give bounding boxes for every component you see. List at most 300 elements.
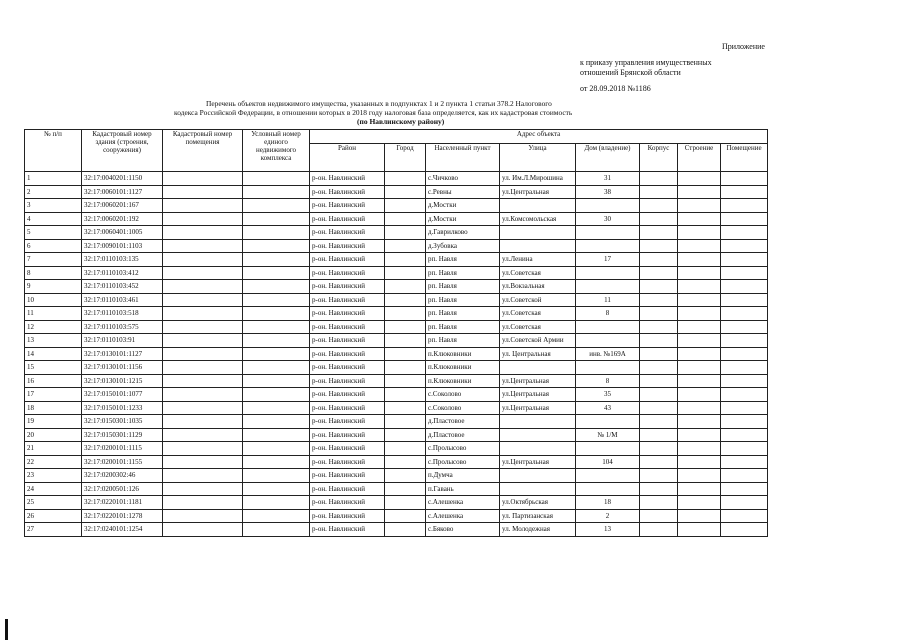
cell-settlement: с.Алешенка bbox=[426, 509, 500, 523]
cell-street: ул.Центральная bbox=[500, 185, 576, 199]
cell-row-number: 15 bbox=[25, 361, 82, 375]
cell-street: ул.Центральная bbox=[500, 374, 576, 388]
cell-conditional-number bbox=[243, 307, 310, 321]
cell-house: 35 bbox=[576, 388, 640, 402]
cell-settlement: п.Клюковники bbox=[426, 374, 500, 388]
cell-cadastral-room bbox=[163, 442, 243, 456]
cell-stroenie bbox=[678, 307, 721, 321]
cell-cadastral-room bbox=[163, 374, 243, 388]
cell-cadastral-room bbox=[163, 523, 243, 537]
cell-row-number: 26 bbox=[25, 509, 82, 523]
cell-conditional-number bbox=[243, 428, 310, 442]
cell-district: р-он. Навлинский bbox=[310, 455, 385, 469]
cell-city bbox=[385, 347, 426, 361]
cell-conditional-number bbox=[243, 415, 310, 429]
cell-korpus bbox=[640, 469, 678, 483]
cell-district: р-он. Навлинский bbox=[310, 361, 385, 375]
cell-cadastral-building: 32:17:0220101:1278 bbox=[82, 509, 163, 523]
cell-stroenie bbox=[678, 212, 721, 226]
document-title-line-2: кодекса Российской Федерации, в отношении которых в 2018 году налоговая база определяется, как их кадастровая стоимость bbox=[174, 108, 573, 117]
cell-conditional-number bbox=[243, 320, 310, 334]
cell-city bbox=[385, 496, 426, 510]
cell-row-number: 10 bbox=[25, 293, 82, 307]
cell-conditional-number bbox=[243, 482, 310, 496]
cell-korpus bbox=[640, 239, 678, 253]
cell-settlement: с.Пролысово bbox=[426, 442, 500, 456]
cell-row-number: 27 bbox=[25, 523, 82, 537]
cell-stroenie bbox=[678, 320, 721, 334]
cell-street: ул.Советская bbox=[500, 307, 576, 321]
cell-cadastral-room bbox=[163, 307, 243, 321]
cell-district: р-он. Навлинский bbox=[310, 509, 385, 523]
cell-conditional-number bbox=[243, 212, 310, 226]
cell-district: р-он. Навлинский bbox=[310, 239, 385, 253]
cell-settlement: д.Пластовое bbox=[426, 428, 500, 442]
cell-settlement: с.Бяково bbox=[426, 523, 500, 537]
cell-conditional-number bbox=[243, 239, 310, 253]
table-row bbox=[25, 415, 768, 429]
cell-settlement: д.Мостки bbox=[426, 212, 500, 226]
header-house: Дом (владение) bbox=[576, 144, 640, 172]
cell-district: р-он. Навлинский bbox=[310, 469, 385, 483]
cell-row-number: 25 bbox=[25, 496, 82, 510]
scan-edge-mark bbox=[5, 619, 8, 640]
cell-pomeshenie bbox=[721, 293, 768, 307]
cell-cadastral-room bbox=[163, 469, 243, 483]
cell-conditional-number bbox=[243, 293, 310, 307]
cell-street bbox=[500, 226, 576, 240]
table-row bbox=[25, 442, 768, 456]
cell-house bbox=[576, 415, 640, 429]
table-row bbox=[25, 253, 768, 267]
cell-street: ул.Советской bbox=[500, 293, 576, 307]
cell-pomeshenie bbox=[721, 374, 768, 388]
cell-settlement: рп. Навля bbox=[426, 293, 500, 307]
cell-korpus bbox=[640, 293, 678, 307]
cell-city bbox=[385, 320, 426, 334]
cell-settlement: рп. Навля bbox=[426, 307, 500, 321]
cell-stroenie bbox=[678, 388, 721, 402]
cell-settlement: д.Мостки bbox=[426, 199, 500, 213]
cell-korpus bbox=[640, 212, 678, 226]
order-date: от 28.09.2018 №1186 bbox=[580, 84, 651, 93]
header-stroenie: Строение bbox=[678, 144, 721, 172]
cell-city bbox=[385, 293, 426, 307]
cell-row-number: 16 bbox=[25, 374, 82, 388]
cell-settlement: с.Алешенка bbox=[426, 496, 500, 510]
table-row bbox=[25, 388, 768, 402]
cell-pomeshenie bbox=[721, 185, 768, 199]
cell-house bbox=[576, 469, 640, 483]
cell-stroenie bbox=[678, 239, 721, 253]
cell-conditional-number bbox=[243, 280, 310, 294]
cell-stroenie bbox=[678, 280, 721, 294]
cell-row-number: 17 bbox=[25, 388, 82, 402]
cell-city bbox=[385, 509, 426, 523]
cell-district: р-он. Навлинский bbox=[310, 293, 385, 307]
header-cad-building: Кадастровый номер здания (строения, сооружения) bbox=[82, 130, 163, 172]
cell-settlement: п.Клюковники bbox=[426, 347, 500, 361]
cell-city bbox=[385, 253, 426, 267]
cell-street bbox=[500, 482, 576, 496]
cell-city bbox=[385, 428, 426, 442]
cell-city bbox=[385, 415, 426, 429]
cell-house: 104 bbox=[576, 455, 640, 469]
cell-street: ул.Комсомольская bbox=[500, 212, 576, 226]
cell-cadastral-room bbox=[163, 266, 243, 280]
cell-district: р-он. Навлинский bbox=[310, 199, 385, 213]
cell-row-number: 1 bbox=[25, 172, 82, 186]
cell-street bbox=[500, 469, 576, 483]
cell-row-number: 14 bbox=[25, 347, 82, 361]
cell-cadastral-building: 32:17:0110103:461 bbox=[82, 293, 163, 307]
table-row bbox=[25, 239, 768, 253]
cell-pomeshenie bbox=[721, 199, 768, 213]
cell-row-number: 24 bbox=[25, 482, 82, 496]
cell-settlement: рп. Навля bbox=[426, 334, 500, 348]
cell-city bbox=[385, 455, 426, 469]
cell-row-number: 12 bbox=[25, 320, 82, 334]
cell-cadastral-room bbox=[163, 428, 243, 442]
cell-row-number: 6 bbox=[25, 239, 82, 253]
cell-stroenie bbox=[678, 401, 721, 415]
header-cad-room: Кадастровый номер помещения bbox=[163, 130, 243, 172]
cell-settlement: рп. Навля bbox=[426, 266, 500, 280]
cell-city bbox=[385, 388, 426, 402]
cell-conditional-number bbox=[243, 172, 310, 186]
cell-cadastral-building: 32:17:0060101:1127 bbox=[82, 185, 163, 199]
header-korpus: Корпус bbox=[640, 144, 678, 172]
cell-house: 17 bbox=[576, 253, 640, 267]
cell-conditional-number bbox=[243, 496, 310, 510]
cell-city bbox=[385, 401, 426, 415]
cell-street bbox=[500, 428, 576, 442]
cell-cadastral-building: 32:17:0110103:452 bbox=[82, 280, 163, 294]
property-table bbox=[24, 129, 768, 537]
cell-row-number: 21 bbox=[25, 442, 82, 456]
table-row bbox=[25, 334, 768, 348]
cell-stroenie bbox=[678, 496, 721, 510]
table-row bbox=[25, 185, 768, 199]
cell-district: р-он. Навлинский bbox=[310, 523, 385, 537]
cell-street: ул. Молодежная bbox=[500, 523, 576, 537]
cell-house bbox=[576, 442, 640, 456]
cell-conditional-number bbox=[243, 374, 310, 388]
cell-cadastral-building: 32:17:0130101:1156 bbox=[82, 361, 163, 375]
cell-pomeshenie bbox=[721, 347, 768, 361]
appendix-label: Приложение bbox=[722, 42, 765, 51]
cell-pomeshenie bbox=[721, 266, 768, 280]
cell-settlement: п.Гавань bbox=[426, 482, 500, 496]
cell-house bbox=[576, 320, 640, 334]
cell-city bbox=[385, 442, 426, 456]
cell-stroenie bbox=[678, 266, 721, 280]
cell-pomeshenie bbox=[721, 496, 768, 510]
order-line-2: отношений Брянской области bbox=[580, 68, 681, 77]
cell-settlement: с.Ревны bbox=[426, 185, 500, 199]
cell-city bbox=[385, 361, 426, 375]
cell-street bbox=[500, 199, 576, 213]
cell-street: ул.Советской Армии bbox=[500, 334, 576, 348]
cell-cadastral-room bbox=[163, 212, 243, 226]
cell-stroenie bbox=[678, 334, 721, 348]
cell-cadastral-room bbox=[163, 185, 243, 199]
cell-city bbox=[385, 307, 426, 321]
cell-korpus bbox=[640, 199, 678, 213]
cell-cadastral-room bbox=[163, 509, 243, 523]
cell-house: 38 bbox=[576, 185, 640, 199]
cell-street: ул. Центральная bbox=[500, 347, 576, 361]
cell-korpus bbox=[640, 523, 678, 537]
cell-stroenie bbox=[678, 293, 721, 307]
cell-cadastral-building: 32:17:0130101:1215 bbox=[82, 374, 163, 388]
cell-city bbox=[385, 199, 426, 213]
cell-house bbox=[576, 226, 640, 240]
header-street: Улица bbox=[500, 144, 576, 172]
cell-conditional-number bbox=[243, 401, 310, 415]
cell-stroenie bbox=[678, 523, 721, 537]
cell-cadastral-building: 32:17:0130101:1127 bbox=[82, 347, 163, 361]
cell-pomeshenie bbox=[721, 469, 768, 483]
cell-house bbox=[576, 361, 640, 375]
cell-settlement: рп. Навля bbox=[426, 253, 500, 267]
cell-korpus bbox=[640, 455, 678, 469]
table-row bbox=[25, 212, 768, 226]
cell-house bbox=[576, 280, 640, 294]
cell-cadastral-room bbox=[163, 388, 243, 402]
cell-house bbox=[576, 334, 640, 348]
cell-conditional-number bbox=[243, 469, 310, 483]
cell-settlement: с.Соколово bbox=[426, 388, 500, 402]
table-row bbox=[25, 293, 768, 307]
cell-cadastral-building: 32:17:0110103:518 bbox=[82, 307, 163, 321]
cell-conditional-number bbox=[243, 347, 310, 361]
cell-house: 8 bbox=[576, 374, 640, 388]
cell-stroenie bbox=[678, 482, 721, 496]
cell-house bbox=[576, 239, 640, 253]
cell-korpus bbox=[640, 428, 678, 442]
cell-district: р-он. Навлинский bbox=[310, 253, 385, 267]
table-row bbox=[25, 361, 768, 375]
cell-street: ул.Советская bbox=[500, 320, 576, 334]
cell-cadastral-room bbox=[163, 320, 243, 334]
cell-cadastral-room bbox=[163, 293, 243, 307]
cell-korpus bbox=[640, 401, 678, 415]
cell-settlement: с.Пролысово bbox=[426, 455, 500, 469]
cell-pomeshenie bbox=[721, 280, 768, 294]
cell-pomeshenie bbox=[721, 401, 768, 415]
cell-row-number: 22 bbox=[25, 455, 82, 469]
cell-house bbox=[576, 266, 640, 280]
cell-stroenie bbox=[678, 469, 721, 483]
header-settlement: Населенный пункт bbox=[426, 144, 500, 172]
cell-city bbox=[385, 469, 426, 483]
cell-cadastral-room bbox=[163, 199, 243, 213]
table-row bbox=[25, 496, 768, 510]
cell-korpus bbox=[640, 388, 678, 402]
cell-cadastral-building: 32:17:0110103:91 bbox=[82, 334, 163, 348]
cell-stroenie bbox=[678, 185, 721, 199]
cell-korpus bbox=[640, 320, 678, 334]
cell-conditional-number bbox=[243, 253, 310, 267]
cell-cadastral-room bbox=[163, 239, 243, 253]
cell-cadastral-room bbox=[163, 455, 243, 469]
table-row bbox=[25, 469, 768, 483]
cell-district: р-он. Навлинский bbox=[310, 388, 385, 402]
cell-pomeshenie bbox=[721, 428, 768, 442]
cell-conditional-number bbox=[243, 199, 310, 213]
header-address: Адрес объекта bbox=[310, 130, 768, 144]
cell-conditional-number bbox=[243, 185, 310, 199]
cell-korpus bbox=[640, 482, 678, 496]
cell-pomeshenie bbox=[721, 455, 768, 469]
cell-cadastral-building: 32:17:0150301:1035 bbox=[82, 415, 163, 429]
cell-stroenie bbox=[678, 509, 721, 523]
cell-cadastral-building: 32:17:0200101:1155 bbox=[82, 455, 163, 469]
cell-cadastral-building: 32:17:0060201:192 bbox=[82, 212, 163, 226]
cell-house bbox=[576, 199, 640, 213]
cell-stroenie bbox=[678, 361, 721, 375]
cell-house bbox=[576, 482, 640, 496]
cell-street: ул.Ленина bbox=[500, 253, 576, 267]
cell-pomeshenie bbox=[721, 415, 768, 429]
cell-pomeshenie bbox=[721, 523, 768, 537]
cell-house: № 1/М bbox=[576, 428, 640, 442]
header-num: № п/п bbox=[25, 130, 82, 172]
cell-row-number: 23 bbox=[25, 469, 82, 483]
cell-street: ул.Центральная bbox=[500, 388, 576, 402]
cell-city bbox=[385, 226, 426, 240]
cell-conditional-number bbox=[243, 523, 310, 537]
cell-conditional-number bbox=[243, 388, 310, 402]
cell-cadastral-room bbox=[163, 482, 243, 496]
cell-house: 31 bbox=[576, 172, 640, 186]
cell-cadastral-room bbox=[163, 172, 243, 186]
cell-cadastral-building: 32:17:0150101:1233 bbox=[82, 401, 163, 415]
cell-cadastral-room bbox=[163, 280, 243, 294]
cell-pomeshenie bbox=[721, 442, 768, 456]
cell-korpus bbox=[640, 226, 678, 240]
cell-street bbox=[500, 415, 576, 429]
cell-korpus bbox=[640, 172, 678, 186]
cell-stroenie bbox=[678, 226, 721, 240]
cell-settlement: д.Пластовое bbox=[426, 415, 500, 429]
table-row bbox=[25, 455, 768, 469]
cell-cadastral-room bbox=[163, 415, 243, 429]
cell-conditional-number bbox=[243, 266, 310, 280]
cell-cadastral-building: 32:17:0110103:412 bbox=[82, 266, 163, 280]
cell-district: р-он. Навлинский bbox=[310, 401, 385, 415]
cell-korpus bbox=[640, 334, 678, 348]
cell-korpus bbox=[640, 266, 678, 280]
cell-cadastral-building: 32:17:0110103:575 bbox=[82, 320, 163, 334]
cell-district: р-он. Навлинский bbox=[310, 280, 385, 294]
cell-district: р-он. Навлинский bbox=[310, 185, 385, 199]
cell-korpus bbox=[640, 347, 678, 361]
cell-conditional-number bbox=[243, 442, 310, 456]
table-row bbox=[25, 401, 768, 415]
cell-cadastral-building: 32:17:0150101:1077 bbox=[82, 388, 163, 402]
document-subtitle: (по Навлинскому району) bbox=[357, 117, 445, 126]
table-row bbox=[25, 199, 768, 213]
cell-cadastral-building: 32:17:0090101:1103 bbox=[82, 239, 163, 253]
cell-stroenie bbox=[678, 374, 721, 388]
cell-row-number: 11 bbox=[25, 307, 82, 321]
table-row bbox=[25, 347, 768, 361]
cell-row-number: 4 bbox=[25, 212, 82, 226]
cell-city bbox=[385, 266, 426, 280]
cell-cadastral-room bbox=[163, 496, 243, 510]
cell-row-number: 19 bbox=[25, 415, 82, 429]
cell-korpus bbox=[640, 280, 678, 294]
table-row bbox=[25, 226, 768, 240]
cell-street bbox=[500, 361, 576, 375]
cell-house: инв. №169А bbox=[576, 347, 640, 361]
cell-pomeshenie bbox=[721, 334, 768, 348]
cell-street: ул.Октябрьская bbox=[500, 496, 576, 510]
cell-district: р-он. Навлинский bbox=[310, 212, 385, 226]
table-row bbox=[25, 523, 768, 537]
cell-row-number: 2 bbox=[25, 185, 82, 199]
cell-row-number: 18 bbox=[25, 401, 82, 415]
cell-house: 43 bbox=[576, 401, 640, 415]
cell-stroenie bbox=[678, 442, 721, 456]
cell-house: 18 bbox=[576, 496, 640, 510]
cell-district: р-он. Навлинский bbox=[310, 334, 385, 348]
cell-row-number: 8 bbox=[25, 266, 82, 280]
header-conditional-number: Условный номер единого недвижимого комплекса bbox=[243, 130, 310, 172]
cell-cadastral-building: 32:17:0150301:1129 bbox=[82, 428, 163, 442]
cell-district: р-он. Навлинский bbox=[310, 482, 385, 496]
cell-pomeshenie bbox=[721, 172, 768, 186]
cell-house: 8 bbox=[576, 307, 640, 321]
cell-cadastral-building: 32:17:0060201:167 bbox=[82, 199, 163, 213]
cell-city bbox=[385, 172, 426, 186]
cell-district: р-он. Навлинский bbox=[310, 307, 385, 321]
cell-pomeshenie bbox=[721, 361, 768, 375]
cell-conditional-number bbox=[243, 361, 310, 375]
cell-street bbox=[500, 239, 576, 253]
cell-cadastral-building: 32:17:0200302:46 bbox=[82, 469, 163, 483]
table-row bbox=[25, 509, 768, 523]
cell-settlement: д.Зубовка bbox=[426, 239, 500, 253]
cell-korpus bbox=[640, 185, 678, 199]
cell-city bbox=[385, 212, 426, 226]
order-line-1: к приказу управления имущественных bbox=[580, 58, 712, 67]
cell-korpus bbox=[640, 374, 678, 388]
cell-district: р-он. Навлинский bbox=[310, 320, 385, 334]
cell-conditional-number bbox=[243, 455, 310, 469]
cell-stroenie bbox=[678, 455, 721, 469]
cell-pomeshenie bbox=[721, 212, 768, 226]
cell-cadastral-room bbox=[163, 401, 243, 415]
cell-district: р-он. Навлинский bbox=[310, 374, 385, 388]
table-row bbox=[25, 266, 768, 280]
cell-cadastral-building: 32:17:0040201:1150 bbox=[82, 172, 163, 186]
cell-street: ул. Им.Л.Мирошина bbox=[500, 172, 576, 186]
cell-korpus bbox=[640, 361, 678, 375]
cell-house: 11 bbox=[576, 293, 640, 307]
cell-row-number: 20 bbox=[25, 428, 82, 442]
cell-korpus bbox=[640, 415, 678, 429]
cell-row-number: 3 bbox=[25, 199, 82, 213]
cell-cadastral-building: 32:17:0060401:1005 bbox=[82, 226, 163, 240]
cell-city bbox=[385, 334, 426, 348]
document-title-line-1: Перечень объектов недвижимого имущества, указанных в подпунктах 1 и 2 пункта 1 статьи 378.2 Налогового bbox=[206, 99, 552, 108]
cell-pomeshenie bbox=[721, 239, 768, 253]
cell-stroenie bbox=[678, 415, 721, 429]
cell-settlement: п.Клюковники bbox=[426, 361, 500, 375]
